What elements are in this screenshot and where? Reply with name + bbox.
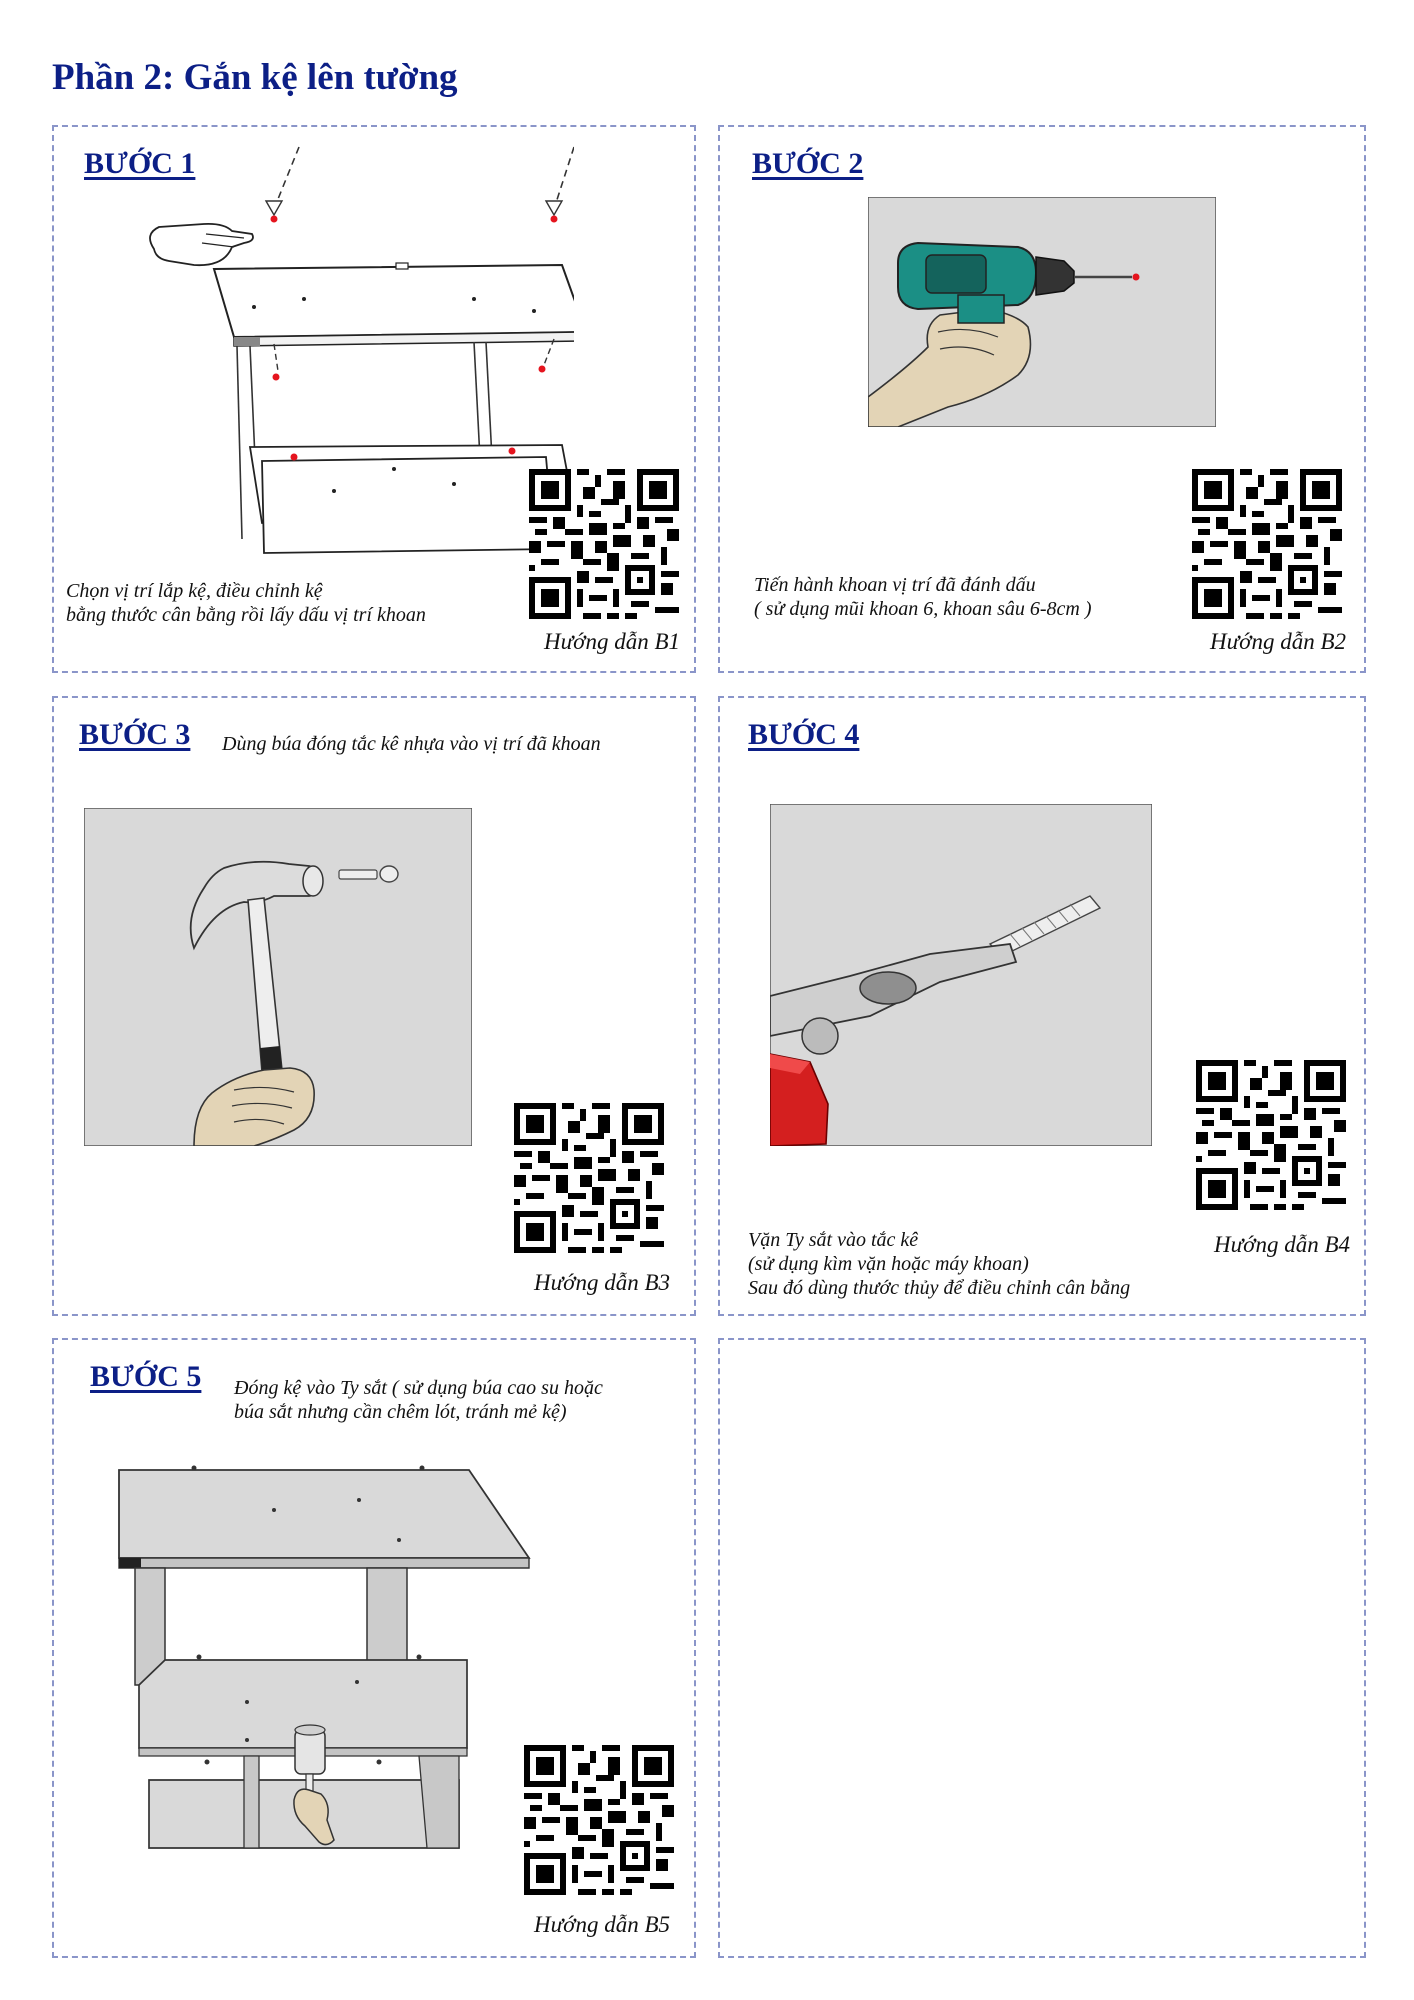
step-5-title: BƯỚC 5 xyxy=(90,1360,202,1393)
step-4-guide-label: Hướng dẫn B4 xyxy=(1214,1232,1350,1257)
qr-code-icon xyxy=(1196,1060,1346,1210)
step-4-description: Vặn Ty sắt vào tắc kê (sử dụng kìm vặn hoặc máy khoan) Sau đó dùng thước thủy để điều chỉnh cân bằng xyxy=(748,1229,1131,1299)
qr-code-icon xyxy=(529,469,679,619)
empty-panel xyxy=(718,1338,1366,1958)
step-3-title: BƯỚC 3 xyxy=(79,718,191,751)
qr-code-icon xyxy=(524,1745,674,1895)
step-5-description: Đóng kệ vào Ty sắt ( sử dụng búa cao su hoặc búa sắt nhưng cần chêm lót, tránh mẻ kệ) xyxy=(234,1377,603,1423)
step-3-description: Dùng búa đóng tắc kê nhựa vào vị trí đã khoan xyxy=(222,733,601,755)
qr-code-icon xyxy=(1192,469,1342,619)
step-1-panel xyxy=(52,125,696,673)
step-3-guide-label: Hướng dẫn B3 xyxy=(534,1270,670,1295)
shelf-marking-icon xyxy=(114,139,574,559)
step-4-title: BƯỚC 4 xyxy=(748,718,860,751)
step-1-title: BƯỚC 1 xyxy=(84,147,196,180)
step-2-title: BƯỚC 2 xyxy=(752,147,864,180)
step-1-description: Chọn vị trí lắp kệ, điều chỉnh kệ bằng thước cân bằng rồi lấy dấu vị trí khoan xyxy=(66,580,426,626)
step-2-description: Tiến hành khoan vị trí đã đánh dấu ( sử dụng mũi khoan 6, khoan sâu 6-8cm ) xyxy=(754,574,1092,620)
hammer-icon xyxy=(84,808,472,1146)
drill-icon xyxy=(868,197,1216,427)
qr-code-icon xyxy=(514,1103,664,1253)
step-2-guide-label: Hướng dẫn B2 xyxy=(1210,629,1346,654)
step-1-guide-label: Hướng dẫn B1 xyxy=(544,629,680,654)
step-5-guide-label: Hướng dẫn B5 xyxy=(534,1912,670,1937)
step-5-panel xyxy=(52,1338,696,1958)
rubber-mallet-icon xyxy=(109,1460,549,1850)
step-4-panel xyxy=(718,696,1366,1316)
step-2-panel xyxy=(718,125,1366,673)
pliers-icon xyxy=(770,804,1152,1146)
step-3-panel xyxy=(52,696,696,1316)
page-title: Phần 2: Gắn kệ lên tường xyxy=(52,57,458,98)
